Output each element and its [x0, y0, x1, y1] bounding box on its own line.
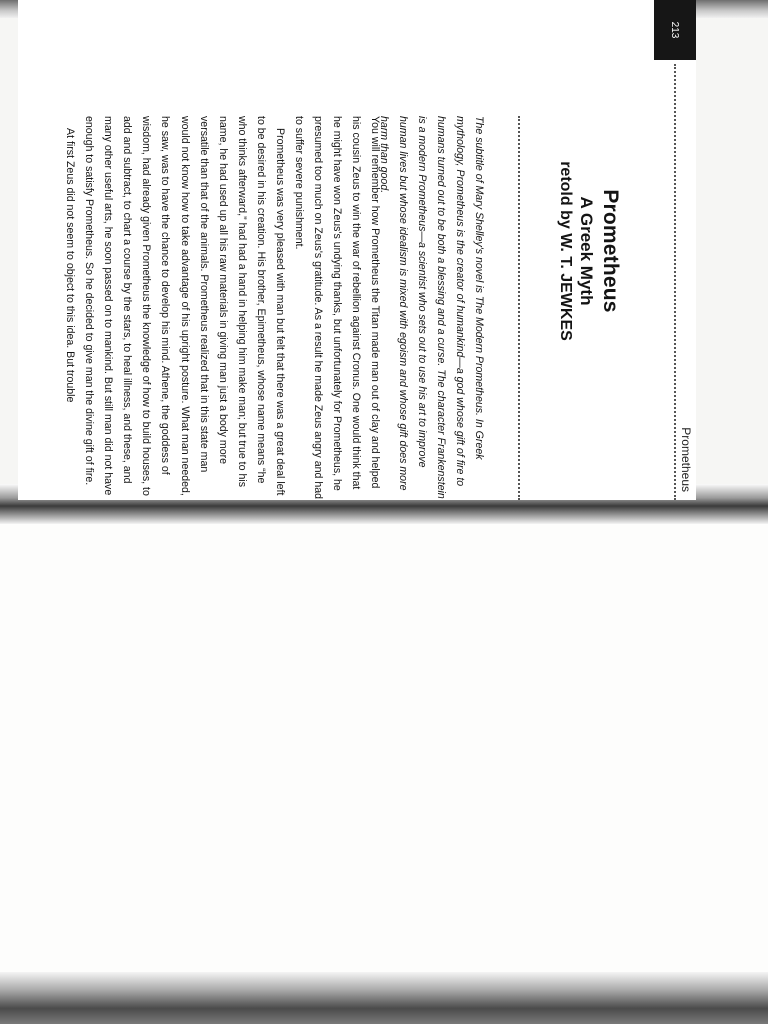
page-number: 213: [654, 0, 696, 60]
title-divider: [518, 116, 520, 500]
body-paragraph: Prometheus was very pleased with man but felt that there was a great deal left to be desired in his creation. His brother, Epimetheus, whose name means “he who thinks afterward,” had had a hand in helping him make man; but true to his name, he had used up all his raw materials in giving man just a body more versatile than that of the animals. Prometheus realized that in this state man would not know how to take advantage of his upright posture. What man needed, he saw, was to have the chance to develop his mind. Athene, the goddess of wisdom, had already given Prometheus the knowledge of how to build houses, to add and subtract, to chart a course by the stars, to heal illness, and these, and many other useful arts, he soon passed on to mankind. But still man did not have enough to satisfy Prometheus. So he decided to give man the divine gift of fire.: [83, 116, 286, 496]
running-head: Prometheus: [679, 427, 693, 492]
story-byline: retold by W. T. JEWKES: [557, 161, 574, 341]
book-page: [18, 0, 696, 500]
facing-page-blank: [0, 524, 768, 972]
body-paragraph: You will remember how Prometheus the Titan made man out of clay and helped his cousin Zeus to win the war of rebellion against Cronus. One would think that he might have won Zeus's undying thanks, but unfortunately for Prometheus, he presumed too much on Zeus's gratitude. As a result he made Zeus angry and had to suffer severe punishment.: [292, 116, 381, 500]
body-text: [60, 116, 384, 500]
story-subtitle: A Greek Myth: [577, 196, 596, 306]
header-divider: [674, 64, 676, 500]
body-paragraph: At first Zeus did not seem to object to this idea. But trouble: [64, 128, 77, 403]
title-block: [556, 116, 622, 386]
scanner-edge-bottom: [0, 972, 768, 1024]
story-title: Prometheus: [599, 189, 622, 313]
intro-paragraph: The subtitle of Mary Shelley's novel is The Modern Prometheus. In Greek mythology, Prometheus is the creator of humankind—a god whose gift of fire to humans turned out to be both a blessing and a curse. The character Frankenstein is a modern Prometheus—a scientist who sets out to use his art to improve human lives but whose idealism is mixed with egoism and whose gift does more harm than good.: [378, 116, 485, 499]
